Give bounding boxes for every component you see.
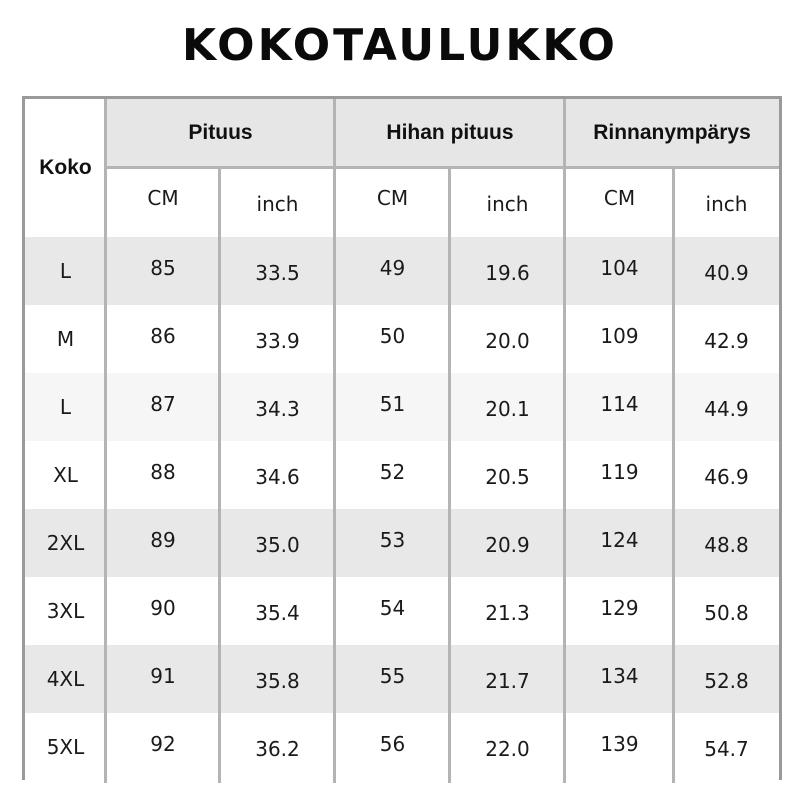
unit-header-1-1: inch: [450, 167, 565, 237]
measurement-cell: 49: [379, 256, 406, 280]
measurement-cell: 51: [379, 392, 406, 416]
size-label: 5XL: [46, 735, 85, 759]
horizontal-divider: [106, 166, 779, 169]
measurement-cell: 52: [379, 460, 406, 484]
measurement-cell: 20.0: [485, 329, 530, 353]
measurement-cell: 109: [600, 324, 639, 348]
measurement-cell: 85: [150, 256, 176, 280]
measurement-cell: 40.9: [704, 261, 749, 285]
group-header-1: Hihan pituus: [335, 99, 565, 167]
measurement-cell: 50.8: [704, 601, 749, 625]
size-label: M: [56, 327, 75, 351]
size-label: 2XL: [46, 531, 85, 555]
group-header-2: Rinnanympärys: [565, 99, 779, 167]
measurement-cell: 89: [150, 528, 176, 552]
measurement-cell: 42.9: [704, 329, 749, 353]
group-header-0: Pituus: [106, 99, 335, 167]
measurement-cell: 87: [150, 392, 176, 416]
measurement-cell: 54.7: [704, 737, 749, 761]
measurement-cell: 35.0: [255, 533, 300, 557]
vertical-divider: [218, 167, 221, 783]
measurement-cell: 20.1: [485, 397, 530, 421]
page-title: KOKOTAULUKKO: [182, 20, 618, 71]
unit-header-1-0: CM: [335, 167, 450, 237]
measurement-cell: 53: [379, 528, 406, 552]
size-label: 4XL: [46, 667, 85, 691]
measurement-cell: 92: [150, 732, 176, 756]
measurement-cell: 44.9: [704, 397, 749, 421]
unit-header-2-1: inch: [674, 167, 779, 237]
measurement-cell: 55: [379, 664, 406, 688]
measurement-cell: 35.4: [255, 601, 300, 625]
measurement-cell: 19.6: [485, 261, 530, 285]
size-column-header: Koko: [25, 99, 106, 237]
size-label: L: [59, 259, 72, 283]
size-label: XL: [53, 463, 78, 487]
vertical-divider: [104, 99, 107, 783]
unit-header-2-0: CM: [565, 167, 674, 237]
unit-header-0-0: CM: [106, 167, 220, 237]
measurement-cell: 52.8: [704, 669, 749, 693]
measurement-cell: 56: [379, 732, 406, 756]
measurement-cell: 20.5: [485, 465, 530, 489]
measurement-cell: 50: [379, 324, 406, 348]
measurement-cell: 90: [150, 596, 176, 620]
measurement-cell: 54: [379, 596, 406, 620]
measurement-cell: 21.7: [485, 669, 530, 693]
measurement-cell: 88: [150, 460, 176, 484]
measurement-cell: 21.3: [485, 601, 530, 625]
measurement-cell: 22.0: [485, 737, 530, 761]
unit-header-0-1: inch: [220, 167, 335, 237]
vertical-divider: [333, 99, 336, 783]
measurement-cell: 119: [600, 460, 639, 484]
measurement-cell: 34.6: [255, 465, 300, 489]
measurement-cell: 48.8: [704, 533, 749, 557]
vertical-divider: [448, 167, 451, 783]
measurement-cell: 104: [600, 256, 639, 280]
size-label: 3XL: [46, 599, 85, 623]
measurement-cell: 134: [600, 664, 639, 688]
size-label: L: [59, 395, 72, 419]
measurement-cell: 139: [600, 732, 639, 756]
vertical-divider: [563, 99, 566, 783]
size-chart-table: [22, 96, 782, 780]
vertical-divider: [672, 167, 675, 783]
measurement-cell: 35.8: [255, 669, 300, 693]
measurement-cell: 86: [150, 324, 176, 348]
measurement-cell: 33.9: [255, 329, 300, 353]
measurement-cell: 46.9: [704, 465, 749, 489]
measurement-cell: 124: [600, 528, 639, 552]
measurement-cell: 33.5: [255, 261, 300, 285]
measurement-cell: 20.9: [485, 533, 530, 557]
measurement-cell: 114: [600, 392, 639, 416]
measurement-cell: 34.3: [255, 397, 300, 421]
measurement-cell: 129: [600, 596, 639, 620]
measurement-cell: 36.2: [255, 737, 300, 761]
measurement-cell: 91: [150, 664, 176, 688]
